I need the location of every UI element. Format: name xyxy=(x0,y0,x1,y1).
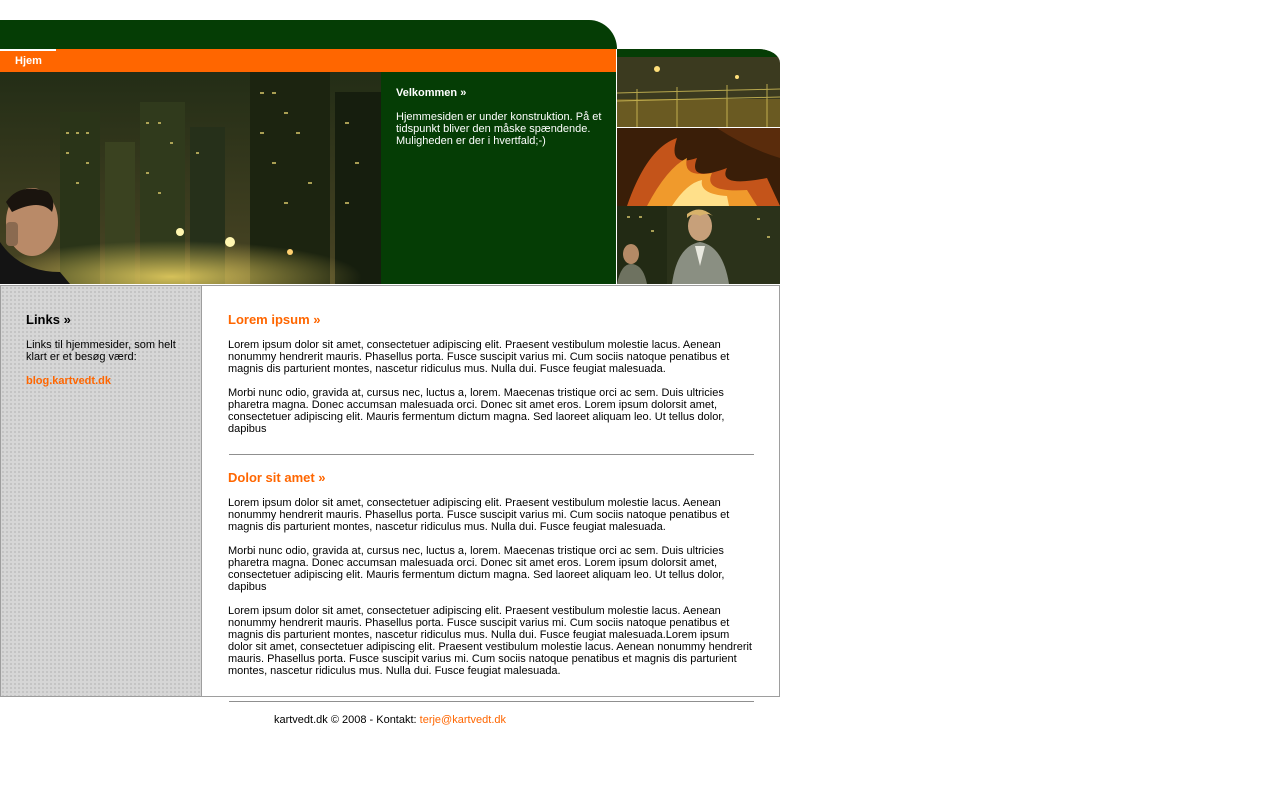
thumbnail-fire xyxy=(617,128,780,206)
main-content xyxy=(203,286,779,696)
section-title: Lorem ipsum » xyxy=(228,312,321,327)
section-paragraph: Lorem ipsum dolor sit amet, consectetuer adipiscing elit. Praesent vestibulum molestie lacus. Aenean nonummy hendrerit mauris. Phasellus porta. Fusce suscipit varius mi. Cum sociis natoque penatibus et magnis dis parturient montes, nascetur ridiculus mus. Nulla dui. Fusce feugiat malesuada. xyxy=(228,339,730,375)
sidebar-title: Links » xyxy=(26,312,71,327)
nav-item-home[interactable]: Hjem xyxy=(0,49,56,72)
main-nav xyxy=(0,49,616,72)
welcome-text: Hjemmesiden er under konstruktion. På et tidspunkt bliver den måske spændende. Muligheden er der i hvertfald;-) xyxy=(396,111,602,147)
sidebar xyxy=(1,286,202,696)
thumbnail-people xyxy=(617,206,780,284)
sidebar-text: Links til hjemmesider, som helt klart er et besøg værd: xyxy=(26,339,176,363)
section-paragraph: Morbi nunc odio, gravida at, cursus nec, luctus a, lorem. Maecenas tristique orci ac sem. Duis ultricies pharetra magna. Donec accumsan malesuada orci. Donec sit amet eros. Lorem ipsum dolorsit amet, consectetuer adipiscing elit. Mauris fermentum dictum magna. Sed laoreet aliquam leo. Ut tellus dolor, dapibus xyxy=(228,545,725,593)
footer-text: kartvedt.dk © 2008 - Kontakt: xyxy=(273,714,420,726)
welcome-panel xyxy=(381,72,616,284)
hero-image xyxy=(0,72,381,284)
content-area xyxy=(0,285,780,697)
footer xyxy=(0,714,780,726)
section-paragraph: Lorem ipsum dolor sit amet, consectetuer adipiscing elit. Praesent vestibulum molestie lacus. Aenean nonummy hendrerit mauris. Phasellus porta. Fusce suscipit varius mi. Cum sociis natoque penatibus et magnis dis parturient montes, nascetur ridiculus mus. Nulla dui. Fusce feugiat malesuada. xyxy=(228,497,730,533)
thumbnail-city-fence xyxy=(617,49,780,127)
divider xyxy=(229,701,754,702)
contact-email-link[interactable]: terje@kartvedt.dk xyxy=(419,714,507,726)
blog-link[interactable]: blog.kartvedt.dk xyxy=(26,375,111,387)
divider xyxy=(229,454,754,455)
welcome-title: Velkommen » xyxy=(396,87,467,99)
section-title: Dolor sit amet » xyxy=(228,470,326,485)
header-bar xyxy=(0,20,617,49)
section-paragraph: Lorem ipsum dolor sit amet, consectetuer adipiscing elit. Praesent vestibulum molestie lacus. Aenean nonummy hendrerit mauris. Phasellus porta. Fusce suscipit varius mi. Cum sociis natoque penatibus et magnis dis parturient montes, nascetur ridiculus mus. Nulla dui. Fusce feugiat malesuada.Lorem ipsum dolor sit amet, consectetuer adipiscing elit. Praesent vestibulum molestie lacus. Aenean nonummy hendrerit mauris. Phasellus porta. Fusce suscipit varius mi. Cum sociis natoque penatibus et magnis dis parturient montes, nascetur ridiculus mus. Nulla dui. Fusce feugiat malesuada. xyxy=(228,605,752,677)
section-paragraph: Morbi nunc odio, gravida at, cursus nec, luctus a, lorem. Maecenas tristique orci ac sem. Duis ultricies pharetra magna. Donec accumsan malesuada orci. Donec sit amet eros. Lorem ipsum dolorsit amet, consectetuer adipiscing elit. Mauris fermentum dictum magna. Sed laoreet aliquam leo. Ut tellus dolor, dapibus xyxy=(228,387,725,435)
